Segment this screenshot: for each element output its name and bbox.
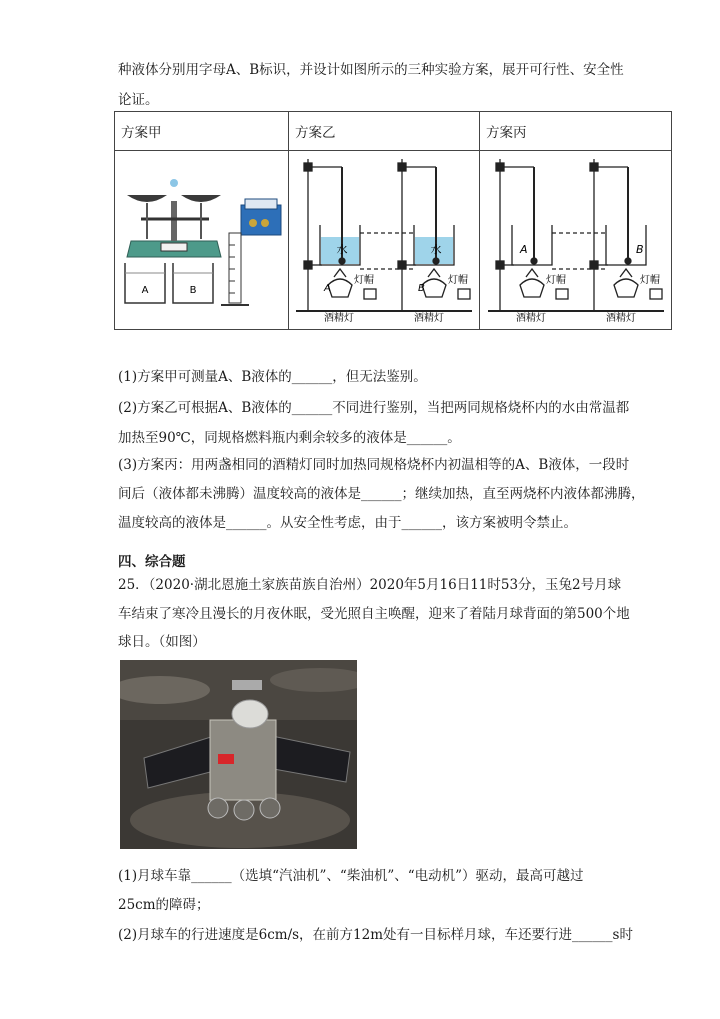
intro-line-1: 种液体分别用字母A、B标识，并设计如图所示的三种实验方案，展开可行性、安全性	[118, 62, 624, 78]
water-label-right: 水	[430, 243, 442, 256]
part-2: (2)月球车的行进速度是6cm/s，在前方12m处有一目标样月球，车还要行进______s时	[118, 927, 633, 943]
lunar-rover-photo	[120, 660, 357, 849]
beaker-b-label: B	[189, 285, 196, 296]
lamp-label-1: 酒精灯	[515, 313, 546, 323]
cap-label-2: 灯帽	[448, 275, 468, 286]
question-25-line-3: 球日。（如图）	[118, 634, 206, 650]
part-1-line-2: 25cm的障碍；	[118, 897, 210, 913]
part-1-line-1: (1)月球车靠______（选填“汽油机”、“柴油机”、“电动机”）驱动，最高可越过	[118, 868, 584, 884]
scheme-table	[114, 111, 672, 330]
figure-jia	[115, 151, 289, 330]
lamp-label-a: A	[324, 283, 331, 294]
beaker-a-label: A	[141, 285, 148, 296]
cap-label-1: 灯帽	[354, 275, 374, 286]
balance-scale-plate	[161, 243, 187, 251]
intro-line-2: 论证。	[118, 92, 159, 108]
section-heading: 四、综合题	[118, 554, 186, 570]
lamp-label-2: 酒精灯	[414, 313, 444, 323]
balance-pointer	[170, 179, 178, 187]
question-1: (1)方案甲可测量A、B液体的______，但无法鉴别。	[118, 369, 427, 385]
lamp-label-b: B	[418, 283, 425, 294]
balance-diagram	[117, 153, 287, 323]
cap-label-2: 灯帽	[639, 275, 660, 286]
balance-pillar	[171, 201, 177, 241]
question-3-line-2: 间后（液体都未沸腾）温度较高的液体是______；继续加热，直至两烧杯内液体都沸腾，	[118, 486, 645, 502]
lamp-label-1: 酒精灯	[324, 313, 354, 323]
figure-yi	[289, 151, 480, 330]
header-yi: 方案乙	[289, 112, 480, 151]
beaker-label-a: A	[519, 243, 528, 256]
beaker-label-b: B	[635, 243, 644, 256]
question-25-line-2: 车结束了寒冷且漫长的月夜休眠，受光照自主唤醒，迎来了着陆月球背面的第500个地	[118, 606, 630, 622]
lamp-label-2: 酒精灯	[605, 313, 636, 323]
scheme-bing-diagram	[482, 153, 670, 323]
question-3-line-3: 温度较高的液体是______。从安全性考虑，由于______，该方案被明令禁止。	[118, 515, 577, 531]
figure-bing	[480, 151, 672, 330]
beaker-b	[173, 263, 213, 303]
question-2-line-2: 加热至90℃，同规格燃料瓶内剩余较多的液体是______。	[118, 430, 461, 446]
water-label-left: 水	[336, 243, 348, 256]
header-bing: 方案丙	[480, 112, 672, 151]
question-3-line-1: (3)方案丙：用两盏相同的酒精灯同时加热同规格烧杯内初温相等的A、B液体，一段时	[118, 457, 630, 473]
beaker-a	[125, 263, 165, 303]
question-25-line-1: 25．（2020·湖北恩施土家族苗族自治州）2020年5月16日11时53分，玉兔2号月球	[118, 577, 622, 593]
balance-pan-right	[181, 195, 221, 202]
balance-pan-left	[127, 195, 167, 202]
header-jia: 方案甲	[115, 112, 289, 151]
scheme-yi-diagram	[290, 153, 478, 323]
question-2-line-1: (2)方案乙可根据A、B液体的______不同进行鉴别，当把两同规格烧杯内的水由常温都	[118, 400, 630, 416]
cap-label-1: 灯帽	[545, 275, 566, 286]
